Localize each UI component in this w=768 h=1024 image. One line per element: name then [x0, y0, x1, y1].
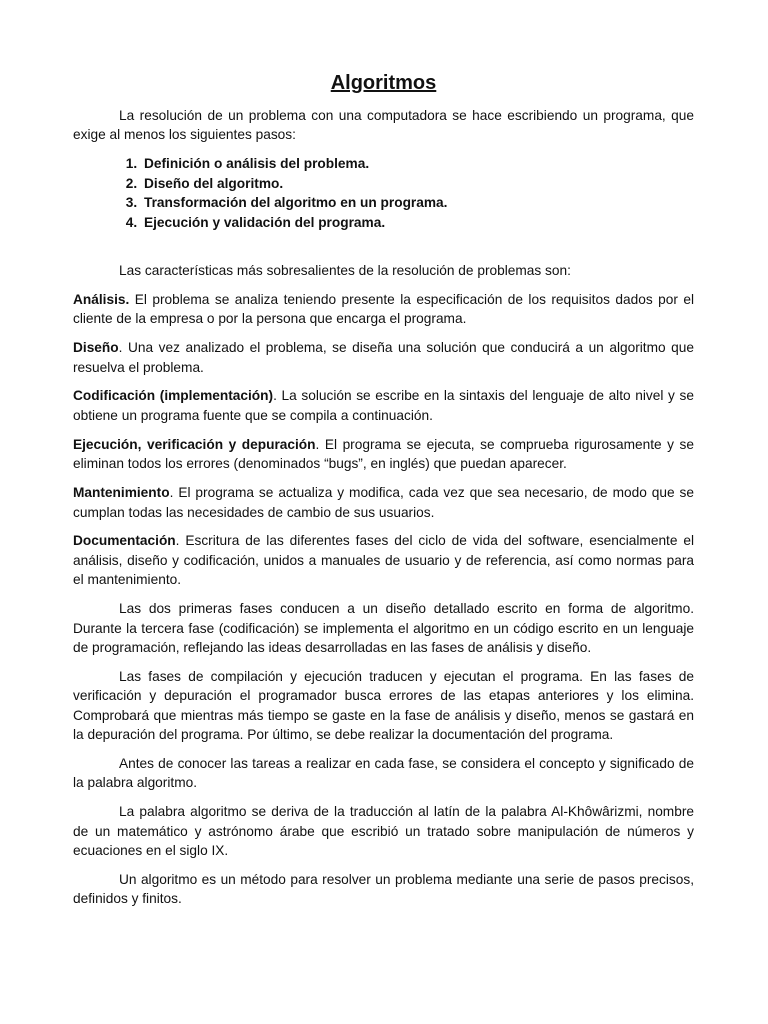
- definition-diseno: [73, 338, 694, 377]
- definition-mantenimiento: [73, 483, 694, 522]
- body-paragraph: Las fases de compilación y ejecución traducen y ejecutan el programa. En las fases de verificación y depuración el programador busca errores de las etapas anteriores y los elimina. Comprobará que mientras más tiempo se gaste en la fase de análisis y diseño, menos se gastará en la depuración del programa. Por último, se debe realizar la documentación del programa.: [73, 668, 694, 743]
- step-item: 3. Transformación del algoritmo en un programa.: [141, 193, 694, 212]
- section-spacer: [73, 232, 694, 261]
- definition-text: . Escritura de las diferentes fases del ciclo de vida del software, esencialmente el análisis, diseño y codificación, unidos a manuales de usuario y de referencia, así como normas para el mantenimiento.: [73, 533, 694, 588]
- intro-paragraph: La resolución de un problema con una computadora se hace escribiendo un programa, que exige al menos los siguientes pasos:: [73, 108, 694, 143]
- characteristics-intro: Las características más sobresalientes de la resolución de problemas son:: [119, 262, 571, 278]
- definition-ejecucion: [73, 435, 694, 474]
- step-item: 1. Definición o análisis del problema.: [141, 154, 694, 173]
- step-item: 2. Diseño del algoritmo.: [141, 174, 694, 193]
- body-paragraph: La palabra algoritmo se deriva de la traducción al latín de la palabra Al-Khôwârizmi, nombre de un matemático y astrónomo árabe que escribió un tratado sobre manipulación de números y ecuaciones en el siglo IX.: [73, 804, 694, 859]
- definition-term: Documentación: [73, 533, 176, 549]
- definition-term: Análisis.: [73, 291, 130, 307]
- definition-term: Diseño: [73, 340, 119, 356]
- definition-text: . El programa se actualiza y modifica, cada vez que sea necesario, de modo que se cumplan todas las necesidades de cambio de sus usuarios.: [73, 485, 694, 520]
- definition-documentacion: [73, 531, 694, 589]
- definition-analisis: [73, 290, 694, 329]
- definition-text: El problema se analiza teniendo presente la especificación de los requisitos dados por el cliente de la empresa o por la persona que encarga el programa.: [73, 291, 694, 327]
- document-title: Algoritmos: [330, 72, 437, 94]
- definition-text: . La solución se escribe en la sintaxis del lenguaje de alto nivel y se obtiene un programa fuente que se compila a continuación.: [73, 388, 694, 423]
- step-item: 4. Ejecución y validación del programa.: [141, 213, 694, 232]
- definition-text: . Una vez analizado el problema, se diseña una solución que conducirá a un algoritmo que resuelva el problema.: [73, 340, 694, 375]
- steps-list: [73, 154, 694, 232]
- body-paragraph: Las dos primeras fases conducen a un diseño detallado escrito en forma de algoritmo. Durante la tercera fase (codificación) se implementa el algoritmo en un código escrito en un lenguaje de programación, reflejando las ideas desarrolladas en las fases de análisis y diseño.: [73, 601, 694, 655]
- definition-term: Ejecución, verificación y depuración: [73, 436, 316, 452]
- definition-term: Codificación (implementación): [73, 388, 274, 404]
- definition-term: Mantenimiento: [73, 485, 170, 501]
- body-paragraph: Un algoritmo es un método para resolver un problema mediante una serie de pasos precisos, definidos y finitos.: [73, 872, 694, 907]
- definition-codificacion: [73, 386, 694, 425]
- body-paragraph: Antes de conocer las tareas a realizar en cada fase, se considera el concepto y significado de la palabra algoritmo.: [73, 755, 694, 791]
- definition-text: . El programa se ejecuta, se comprueba rigurosamente y se eliminan todos los errores (denominados “bugs”, en inglés) que puedan aparecer.: [73, 436, 695, 472]
